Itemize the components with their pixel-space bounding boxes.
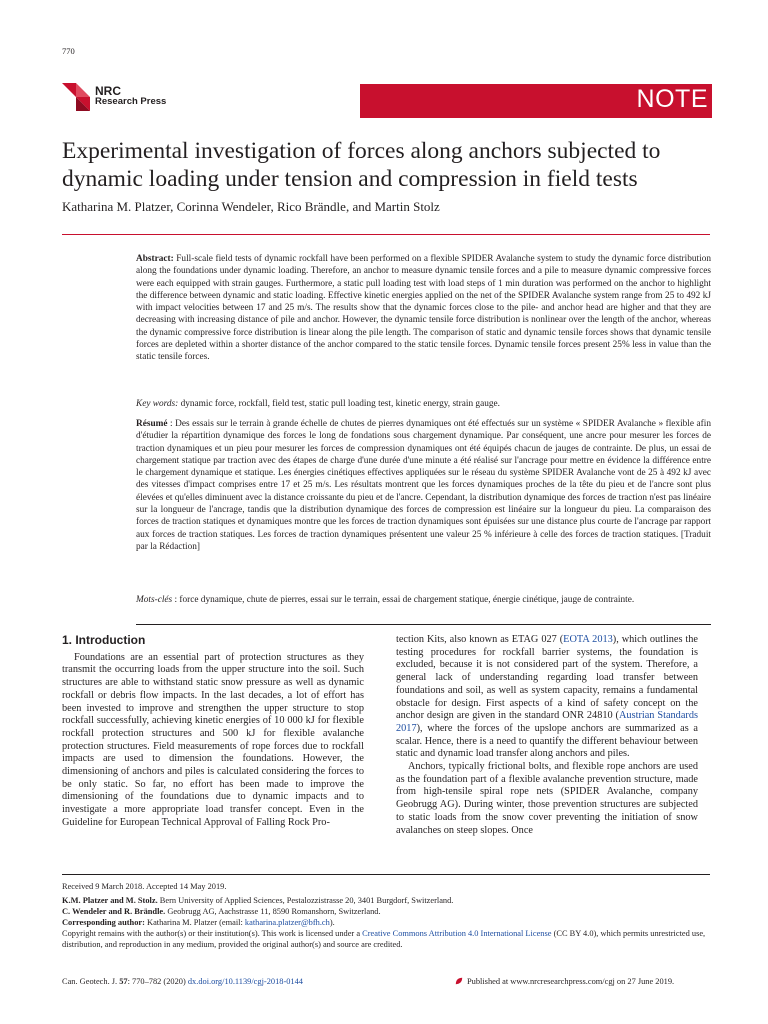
copyright-text-b: (CC BY 4.0), which permits unrestricted use, distribution, and reproduction in any medium, provided the original author(s) and source are credited.	[62, 929, 706, 949]
section-heading-introduction: 1. Introduction	[62, 633, 146, 647]
footnotes	[62, 881, 712, 950]
abstract	[136, 253, 711, 364]
journal-name: Can. Geotech. J.	[62, 977, 120, 986]
corresponding-author-label: Corresponding author:	[62, 918, 145, 927]
author-list: Katharina M. Platzer, Corinna Wendeler, Rico Brändle, and Martin Stolz	[62, 199, 440, 214]
leaf-icon	[455, 977, 463, 985]
citation-austrian-standards-2017[interactable]: Austrian Standards 2017	[396, 710, 698, 734]
nrc-research-press-logo[interactable]	[62, 73, 192, 119]
citation-eota-2013[interactable]: EOTA 2013	[563, 634, 613, 645]
abstract-label: Abstract:	[136, 254, 174, 264]
journal-volume: 57	[119, 977, 128, 986]
resume-label: Résumé	[136, 419, 168, 429]
abstract-text: Full-scale field tests of dynamic rockfall have been performed on a flexible SPIDER Avalanche system to study the dynamic force distribution along the foundations under dynamic loading. Therefore, an anchor to measure dynamic tensile forces and a pile to measure dynamic compressive forces were each equipped with strain gauges. Furthermore, a static pull loading test with load steps of 1 min duration was performed on the anchor to highlight the difference between dynamic and static loading. Effective kinetic energies applied on the net of the SPIDER Avalanche system range from 25 to 492 kJ with impact velocities between 17 and 25 m/s. The results show that the dynamic forces close to the pile- and anchor head are higher and that they are decreasing with increasing distance of pile and anchor. However, the dynamic tensile force distribution is nonlinear over the length of the anchor, whereas the dynamic compressive force distribution is linear along the pile length. The comparison of static and dynamic tensile forces shows that dynamic tensile forces are depleted within a shorter distance of the anchor compared to the static tensile forces. Dynamic tensile forces present 25% less in value than the static tensile forces.	[136, 254, 712, 363]
note-label: NOTE	[636, 85, 708, 113]
corresponding-author	[62, 917, 712, 928]
resume-text: : Des essais sur le terrain à grande échelle de chutes de pierres dynamiques ont été effectués sur un système « SPIDER Avalanche » flexible afin d'étudier la répartition dynamique des forces le long de fondations sous chargement dynamique. Par conséquent, une ancre pour mesurer les forces de traction dynamiques et un pieu pour mesurer les forces de compression dynamiques ont été équipés chacun de jauges de contrainte. De plus, un essai de chargement statique par traction avec des étapes de charge d'une durée d'une minute a été réalisé sur l'ancrage pour mettre en évidence la différence entre le chargement dynamique et statique. Les énergies cinétiques effectives appliquées sur le réseau du système SPIDER Avalanche vont de 25 à 492 kJ avec des vitesses d'impact comprises entre 17 et 25 m/s. Les résultats montrent que les forces dynamiques proches de la tête du pieu et de l'ancre sont plus élevées et qu'elles diminuent avec la distance croissante du pieu et de l'ancre. Cependant, la distribution dynamique des forces de traction n'est pas linéaire sur la longueur de l'ancrage, tandis que la distribution dynamique des forces de compression est linéaire sur la longueur du pieu. La comparaison des forces de traction statiques et dynamiques montre que les forces de traction dynamiques sont épuisées sur une distance plus courte de l'ancrage par rapport aux forces de traction statiques. Les forces de traction dynamiques présentent une valeur 25 % inférieure à celle des forces de traction statiques. [Traduit par la Rédaction]	[136, 419, 711, 552]
nrc-logo-icon	[62, 73, 92, 119]
published-text: Published at www.nrcresearchpress.com/cgj on 27 June 2019.	[467, 977, 675, 986]
intro-text-b: ), which outlines the testing procedures for rockfall barrier systems, the foundation is excluded, because it is not considered part of the system. Therefore, a general lack of understanding regarding load transfer between foundations and soil, as well as system capacity, remains a fundamental obstacle for design. First aspects of a kind of safety concept on the anchor design are given in the standard ONR 24810 (	[396, 634, 698, 722]
corresponding-author-text: Katharina M. Platzer (email:	[144, 918, 245, 927]
resume	[136, 418, 711, 553]
affiliation-2-authors: C. Wendeler and R. Brändle.	[62, 907, 166, 916]
footnote-divider	[62, 874, 710, 875]
mots-cles-label: Mots-clés	[136, 595, 173, 605]
page-number: 770	[62, 46, 75, 56]
logo-research-press-text: Research Press	[95, 96, 167, 107]
affiliation-2	[62, 906, 712, 917]
copyright-text-a: Copyright remains with the author(s) or their institution(s). This work is licensed under a	[62, 929, 363, 938]
intro-text-c: ), where the forces of the upslope anchors are summarized as a scalar. Hence, there is a need to quantify the different behaviour between static and dynamic load transfer along anchors and piles.	[396, 722, 698, 760]
intro-paragraph-2: Anchors, typically frictional bolts, and flexible rope anchors are used as the foundation part of a flexible avalanche prevention structure, made from high-tensile spiral rope nets (SPIDER Avalanche, company Geobrugg AG). During winter, those prevention structures are subjected to static loads from the snow cover preventing the initiation of snow avalanches on steep slopes. Once	[396, 761, 698, 836]
affiliation-2-text: Geobrugg AG, Aachstrasse 11, 8590 Romanshorn, Switzerland.	[165, 907, 381, 916]
corresponding-email-link[interactable]: katharina.platzer@bfh.ch	[244, 918, 330, 927]
journal-pages: : 770–782 (2020)	[127, 977, 188, 986]
affiliation-1-text: Bern University of Applied Sciences, Pestalozzistrasse 20, 3401 Burgdorf, Switzerland.	[157, 896, 454, 905]
keywords	[136, 398, 711, 410]
intro-paragraph-1: Foundations are an essential part of protection structures as they transmit the occurring loads from the upper structure into the soil. Such structures are able to withstand static snow pressure as well as dynamic rockfall or debris flow impacts. In the last decades, a lot of effort has been invested to improve and strengthen the upper structure to stop rockfall successfully, achieving kinetic energies of 10 000 kJ for flexible rockfall protection structures and 500 kJ for flexible avalanche protection structures. Field measurements of rope forces due to rockfall impacts are used to dimension the foundations. However, the dimensioning of anchors and piles is calculated considering the forces to be only static. So far, no effort has been made to improve the dimensioning of the foundations due to dynamic impacts and to investigate a more appropriate load transfer concept. Even in the Guideline for European Technical Approval of Falling Rock Pro-	[62, 651, 364, 828]
published-info	[455, 977, 674, 986]
affiliation-1-authors: K.M. Platzer and M. Stolz.	[62, 896, 158, 905]
logo-nrc-text: NRC	[95, 84, 121, 98]
affiliation-1	[62, 895, 712, 906]
mots-cles	[136, 594, 711, 606]
corresponding-author-end: ).	[329, 918, 335, 927]
mots-cles-text: : force dynamique, chute de pierres, essai sur le terrain, essai de chargement statique, énergie cinétique, jauge de contrainte.	[172, 595, 635, 605]
title-divider	[62, 234, 710, 235]
keywords-label: Key words:	[136, 399, 179, 409]
right-column	[396, 634, 698, 837]
copyright-notice	[62, 928, 712, 950]
license-link[interactable]: Creative Commons Attribution 4.0 International License	[362, 929, 552, 938]
left-column	[62, 634, 364, 830]
note-banner	[360, 84, 712, 118]
keywords-text: dynamic force, rockfall, field test, static pull loading test, kinetic energy, strain gauge.	[180, 399, 500, 409]
article-title: Experimental investigation of forces along anchors subjected to dynamic loading under tension and compression in field tests	[62, 138, 661, 192]
received-dates: Received 9 March 2018. Accepted 14 May 2019.	[62, 882, 227, 891]
abstract-divider	[136, 624, 711, 625]
doi-link[interactable]: dx.doi.org/10.1139/cgj-2018-0144	[187, 977, 303, 986]
intro-text-a: tection Kits, also known as ETAG 027 (	[396, 634, 564, 645]
intro-paragraph-continued	[396, 634, 698, 761]
journal-citation	[62, 977, 303, 986]
